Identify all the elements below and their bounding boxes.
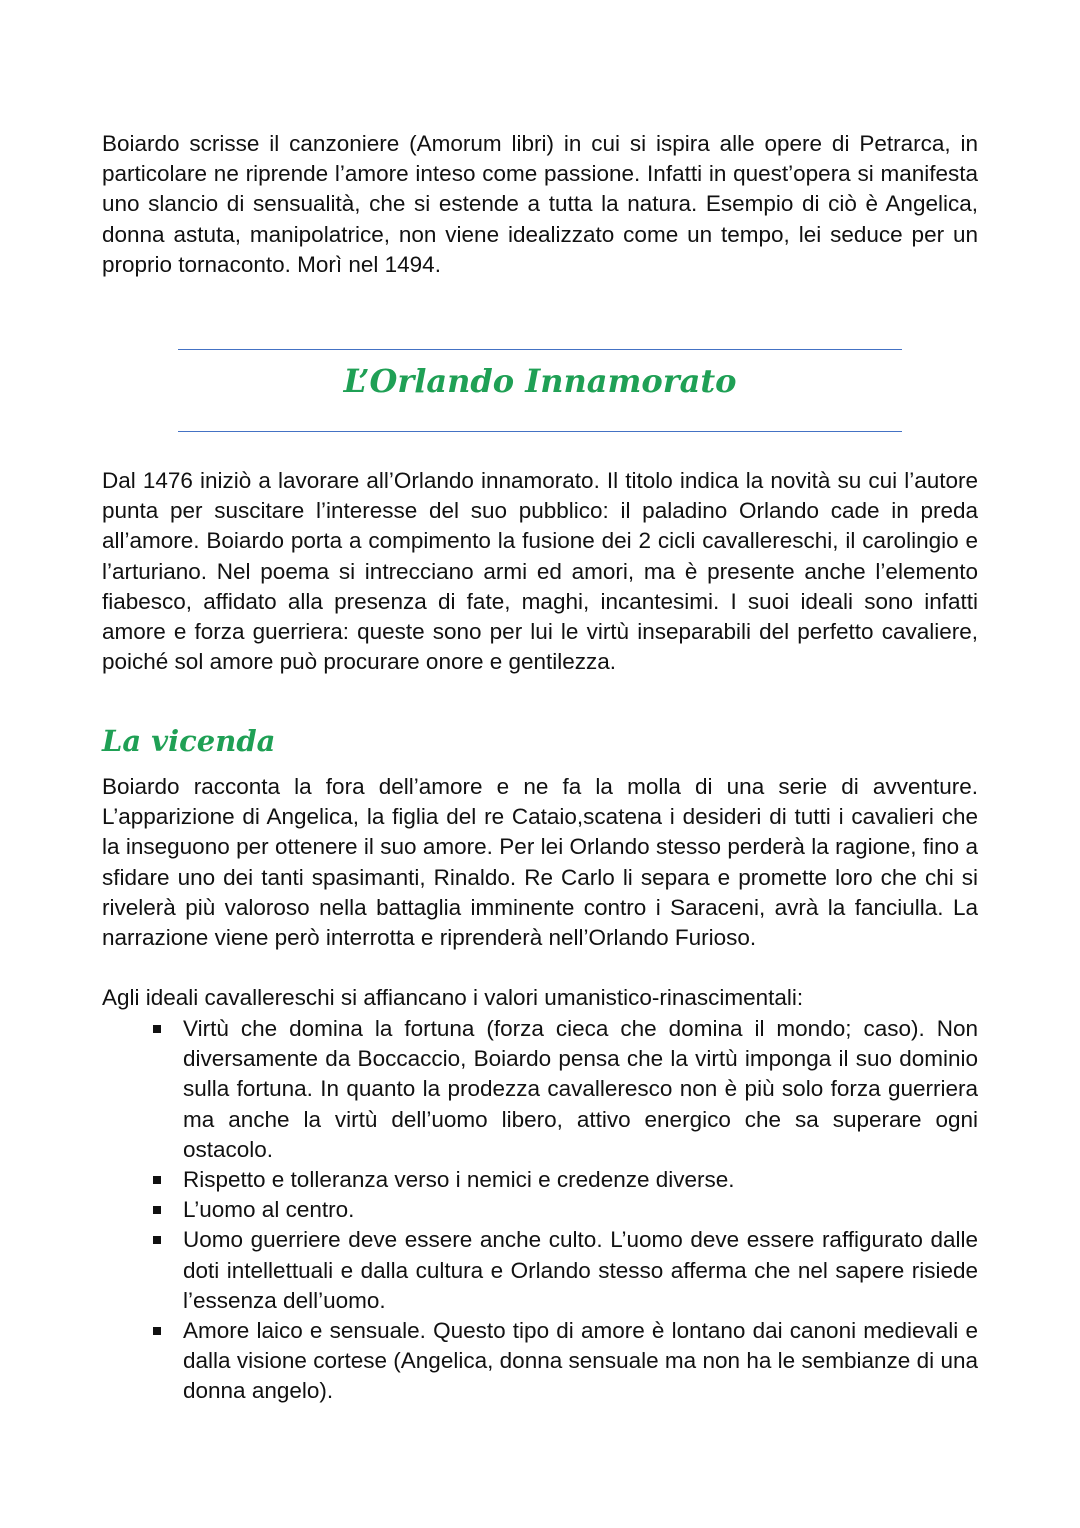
- intro-paragraph: Boiardo scrisse il canzoniere (Amorum libri) in cui si ispira alle opere di Petrarca, in particolare ne riprende l’amore inteso come passione. Infatti in quest’opera si manifesta uno slancio di sensualità, che si estende a tutta la natura. Esempio di ciò è Angelica, donna astuta, manipolatrice, non viene idealizzato come un tempo, lei seduce per un proprio tornaconto. Morì nel 1494.: [102, 131, 978, 277]
- list-item-text: Amore laico e sensuale. Questo tipo di amore è lontano dai canoni medievali e dalla visione cortese (Angelica, donna sensuale ma non ha le sembianze di una donna angelo).: [183, 1318, 978, 1404]
- bullet-icon: [153, 1176, 161, 1184]
- list-item: [102, 1195, 978, 1225]
- list-item: [102, 1165, 978, 1195]
- list-item-text: Uomo guerriere deve essere anche culto. L’uomo deve essere raffigurato dalle doti intellettuali e dalla cultura e Orlando stesso afferma che nel sapere risiede l’essenza dell’uomo.: [183, 1227, 978, 1313]
- list-item: [102, 1014, 978, 1165]
- list-item: [102, 1316, 978, 1407]
- list-item-text: Rispetto e tolleranza verso i nemici e credenze diverse.: [183, 1167, 735, 1193]
- list-item: [102, 1225, 978, 1316]
- vicenda-paragraph: Boiardo racconta la fora dell’amore e ne fa la molla di una serie di avventure. L’apparizione di Angelica, la figlia del re Cataio,scatena i desideri di tutti i cavalieri che la inseguono per ottenere il suo amore. Per lei Orlando stesso perderà la ragione, fino a sfidare uno dei tanti spasimanti, Rinaldo. Re Carlo li separa e promette loro che chi si rivelerà più valoroso nella battaglia imminente contro i Saraceni, avrà la fanciulla. La narrazione viene però interrotta e riprenderà nell’Orlando Furioso.: [102, 774, 978, 951]
- list-item-text: L’uomo al centro.: [183, 1197, 355, 1223]
- title-rule-top: [178, 349, 902, 350]
- values-list: [102, 1014, 978, 1407]
- list-item-text: Virtù che domina la fortuna (forza cieca che domina il mondo; caso). Non diversamente da Boccaccio, Boiardo pensa che la virtù imponga il suo dominio sulla fortuna. In quanto la prodezza cavalleresco non è più solo forza guerriera ma anche la virtù dell’uomo libero, attivo energico che sa superare ogni ostacolo.: [183, 1016, 978, 1162]
- values-intro: Agli ideali cavallereschi si affiancano i valori umanistico-rinascimentali:: [102, 985, 804, 1010]
- bullet-icon: [153, 1025, 161, 1033]
- bullet-icon: [153, 1327, 161, 1335]
- title-rule-bottom: [178, 431, 902, 432]
- orlando-paragraph: Dal 1476 iniziò a lavorare all’Orlando innamorato. Il titolo indica la novità su cui l’autore punta per suscitare l’interesse del suo pubblico: il paladino Orlando cade in preda all’amore. Boiardo porta a compimento la fusione dei 2 cicli cavallereschi, il carolingio e l’arturiano. Nel poema si intrecciano armi ed amori, ma è presente anche l’elemento fiabesco, affidato alla presenza di fate, maghi, incantesimi. I suoi ideali sono infatti amore e forza guerriera: queste sono per lui le virtù inseparabili del perfetto cavaliere, poiché sol amore può procurare onore e gentilezza.: [102, 468, 978, 675]
- bullet-icon: [153, 1236, 161, 1244]
- bullet-icon: [153, 1206, 161, 1214]
- subsection-title: La vicenda: [102, 724, 276, 758]
- section-title: L’Orlando Innamorato: [343, 362, 737, 400]
